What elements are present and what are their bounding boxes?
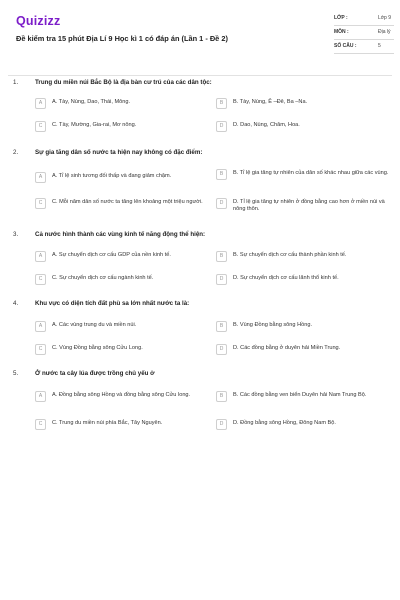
question-text: Cả nước hình thành các vùng kinh tế năng động thể hiện: [35,231,206,238]
quizizz-logo: Quizizz [16,14,61,28]
option-text: A. Đồng bằng sông Hồng và đồng bằng sông Cửu long. [52,392,191,398]
option-text: C. Tày, Mường, Gia-rai, Mơ nông. [52,122,137,128]
meta-row-question-count [334,40,394,54]
option-text: A. Tỉ lệ sinh tương đối thấp và đang giảm chậm. [52,173,172,179]
header-divider [8,75,392,76]
option-letter-badge: A [35,321,46,332]
option-text: C. Mỗi năm dân số nước ta tăng lên khoảng một triệu người. [52,199,203,205]
option-letter-badge: D [216,121,227,132]
meta-key: MÔN : [334,29,349,35]
option-letter-badge: B [216,321,227,332]
option-letter-badge: C [35,121,46,132]
option-text: D. Tỉ lệ gia tăng tự nhiên ở đồng bằng cao hơn ở miền núi và nông thôn. [233,199,385,212]
option-text: D. Sự chuyển dịch cơ cấu lãnh thổ kinh tế. [233,275,339,281]
question-text: Trung du miền núi Bắc Bộ là địa bàn cư trú của các dân tộc: [35,79,212,86]
option-letter-badge: B [216,251,227,262]
option-letter-badge: D [216,419,227,430]
meta-value: Địa lý [378,29,391,35]
option-letter-badge: A [35,391,46,402]
option-letter-badge: D [216,274,227,285]
option-letter-badge: D [216,198,227,209]
option-text: B. Vùng Đồng bằng sông Hồng. [233,322,312,328]
question-text: Khu vực có diện tích đất phù sa lớn nhất nước ta là: [35,300,190,307]
option-text: D. Dao, Nùng, Chăm, Hoa. [233,122,300,128]
question-number: 1. [13,79,19,86]
option-text: B. Tỉ lệ gia tăng tự nhiên của dân số khác nhau giữa các vùng. [233,170,389,176]
option-letter-badge: C [35,344,46,355]
question-text: Ở nước ta cây lúa được trồng chủ yếu ở [35,370,155,377]
option-letter-badge: A [35,172,46,183]
option-letter-badge: C [35,198,46,209]
question-number: 5. [13,370,19,377]
question-text: Sự gia tăng dân số nước ta hiện nay không có đặc điểm: [35,149,203,156]
question-number: 2. [13,149,19,156]
option-letter-badge: A [35,251,46,262]
question-number: 4. [13,300,19,307]
option-text: A. Tày, Nùng, Dao, Thái, Mông. [52,99,131,105]
worksheet-meta [334,12,394,54]
option-letter-badge: A [35,98,46,109]
option-letter-badge: B [216,391,227,402]
meta-value: 5 [378,43,381,49]
option-text: D. Đồng bằng sông Hồng, Đông Nam Bộ. [233,420,336,426]
meta-key: SỐ CÂU : [334,43,357,49]
meta-key: LỚP : [334,15,348,21]
option-text: A. Các vùng trung du và miền núi. [52,322,137,328]
option-text: B. Các đồng bằng ven biển Duyên hải Nam Trung Bộ. [233,392,367,398]
option-letter-badge: C [35,274,46,285]
option-text: C. Vùng Đồng bằng sông Cửu Long. [52,345,143,351]
meta-row-class [334,12,394,26]
option-letter-badge: C [35,419,46,430]
worksheet-header [12,12,390,66]
option-text: B. Tày, Nùng, Ê –Đê, Ba –Na. [233,99,308,105]
option-letter-badge: B [216,169,227,180]
option-text: A. Sự chuyển dịch cơ cấu GDP của nền kinh tế. [52,252,171,258]
option-text: B. Sự chuyển dịch cơ cấu thành phần kinh tế. [233,252,347,258]
option-text: C. Sự chuyển dịch cơ cấu ngành kinh tế. [52,275,154,281]
option-text: C. Trung du miền núi phía Bắc, Tây Nguyên. [52,420,163,426]
question-number: 3. [13,231,19,238]
option-letter-badge: D [216,344,227,355]
option-letter-badge: B [216,98,227,109]
option-text: D. Các đồng bằng ở duyên hải Miền Trung. [233,345,341,351]
worksheet-title: Đề kiểm tra 15 phút Địa Lí 9 Học kì 1 có đáp án (Lần 1 - Đề 2) [16,34,228,43]
meta-value: Lớp 9 [378,15,392,21]
meta-row-subject [334,26,394,40]
